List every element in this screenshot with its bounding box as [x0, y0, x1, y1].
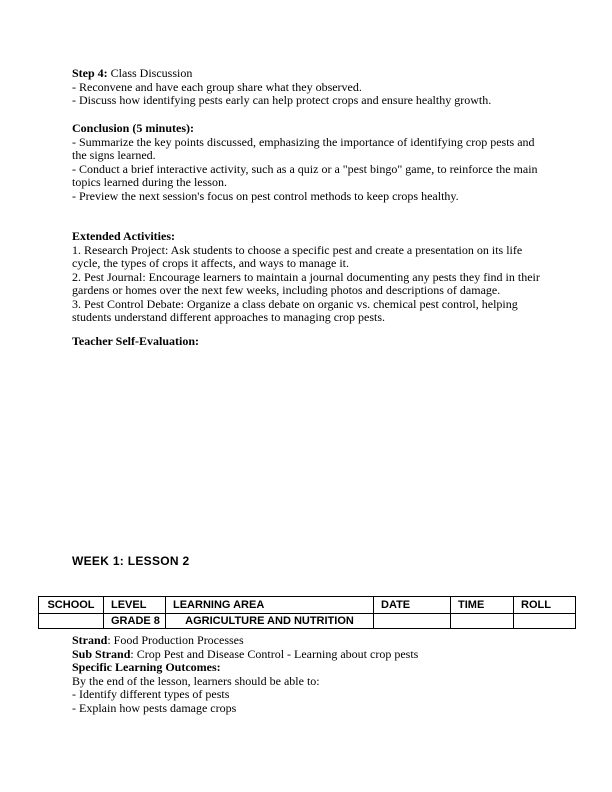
table-header-time: TIME	[451, 597, 514, 614]
table-cell-date	[374, 614, 451, 629]
table-cell-learning-area: AGRICULTURE AND NUTRITION	[166, 614, 374, 629]
step4-heading-line	[72, 67, 544, 81]
teacher-self-evaluation-section	[72, 335, 544, 349]
substrand-value: : Crop Pest and Disease Control - Learning about crop pests	[130, 646, 419, 661]
table-header-level: LEVEL	[104, 597, 166, 614]
step4-item: - Discuss how identifying pests early can help protect crops and ensure healthy growth.	[72, 93, 492, 107]
strand-value: : Food Production Processes	[107, 633, 244, 647]
table-header-learning-area: LEARNING AREA	[166, 597, 374, 614]
outcomes-intro: By the end of the lesson, learners should be able to:	[72, 673, 320, 688]
conclusion-heading: Conclusion (5 minutes):	[72, 121, 195, 135]
step4-section	[72, 67, 544, 108]
strand-line	[72, 634, 552, 648]
substrand-label: Sub Strand	[72, 646, 131, 661]
lesson-header-table	[38, 596, 576, 629]
outcome-item: - Identify different types of pests	[72, 687, 230, 701]
week-lesson-heading: WEEK 1: LESSON 2	[72, 554, 190, 568]
table-value-row	[39, 614, 576, 629]
table-cell-time	[451, 614, 514, 629]
teacher-self-evaluation-heading: Teacher Self-Evaluation:	[72, 334, 200, 348]
substrand-line	[72, 648, 552, 662]
lesson-info-section	[72, 634, 552, 715]
table-header-row	[39, 597, 576, 614]
conclusion-item: - Preview the next session's focus on pest control methods to keep crops healthy.	[72, 188, 459, 203]
table-cell-roll	[514, 614, 576, 629]
table-header-date: DATE	[374, 597, 451, 614]
table-cell-school	[39, 614, 104, 629]
table-header-school: SCHOOL	[39, 597, 104, 614]
extended-activities-item: 1. Research Project: Ask students to choose a specific pest and create a presentation on its life cycle, the types of crops it affects, and ways to manage it.	[72, 242, 523, 270]
table-header-roll: ROLL	[514, 597, 576, 614]
outcomes-heading: Specific Learning Outcomes:	[72, 660, 221, 674]
conclusion-section	[72, 122, 544, 203]
conclusion-item: - Summarize the key points discussed, emphasizing the importance of identifying crop pests and the signs learned.	[72, 134, 535, 162]
step4-title: Class Discussion	[107, 66, 193, 80]
extended-activities-section	[72, 230, 544, 325]
extended-activities-heading: Extended Activities:	[72, 229, 175, 243]
extended-activities-item: 2. Pest Journal: Encourage learners to maintain a journal documenting any pests they find in their gardens or homes over the next few weeks, including photos and descriptions of damage.	[72, 269, 540, 297]
step4-item: - Reconvene and have each group share what they observed.	[72, 79, 362, 94]
conclusion-item: - Conduct a brief interactive activity, such as a quiz or a "pest bingo" game, to reinforce the main topics learned during the lesson.	[72, 161, 538, 189]
outcome-item: - Explain how pests damage crops	[72, 700, 237, 715]
strand-label: Strand	[72, 633, 108, 647]
table-cell-level: GRADE 8	[104, 614, 166, 629]
extended-activities-item: 3. Pest Control Debate: Organize a class debate on organic vs. chemical pest control, helping students understand different approaches to managing crop pests.	[72, 296, 518, 324]
step4-label: Step 4:	[72, 66, 108, 80]
